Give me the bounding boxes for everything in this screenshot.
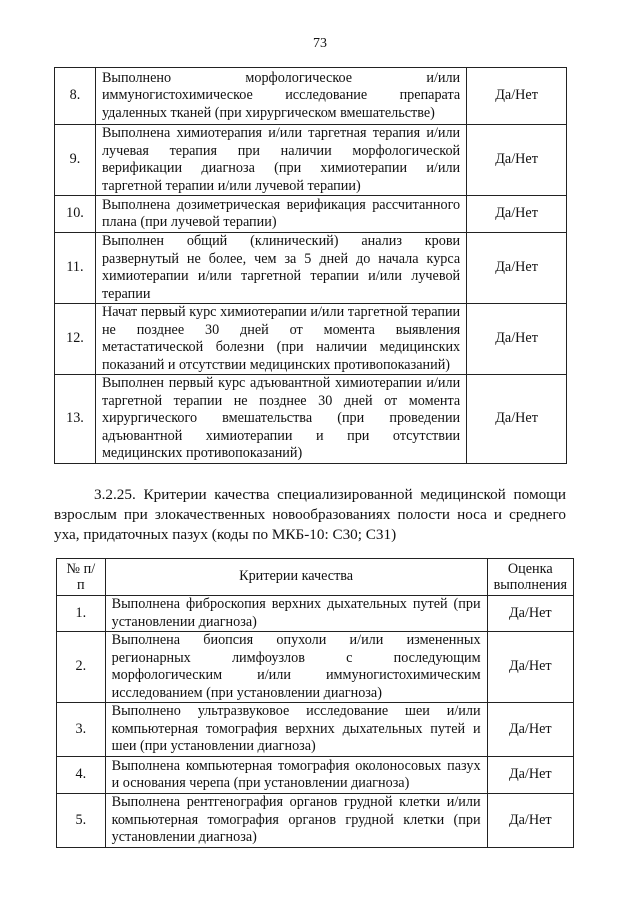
table-row [57, 632, 574, 703]
assessment-value: Да/Нет [467, 196, 567, 233]
row-number: 9. [55, 125, 96, 196]
row-number: 4. [57, 757, 106, 794]
column-header-criteria: Критерии качества [105, 559, 487, 596]
column-header-number: № п/п [57, 559, 106, 596]
row-number: 8. [55, 68, 96, 125]
table-row [57, 757, 574, 794]
table-row [55, 196, 567, 233]
assessment-value: Да/Нет [467, 125, 567, 196]
table-row [55, 304, 567, 375]
row-number: 3. [57, 703, 106, 757]
criterion-text: Выполнена фиброскопия верхних дыхательных путей (при установлении диагноза) [105, 596, 487, 632]
row-number: 11. [55, 233, 96, 304]
assessment-value: Да/Нет [487, 794, 573, 848]
row-number: 2. [57, 632, 106, 703]
criterion-text: Выполнена рентгенография органов грудной клетки и/или компьютерная томография органов грудной клетки (при установлении диагноза) [105, 794, 487, 848]
quality-criteria-table-continued [54, 67, 567, 464]
criterion-text: Выполнено ультразвуковое исследование шеи и/или компьютерная томография верхних дыхательных путей и шеи (при установлении диагноза) [105, 703, 487, 757]
assessment-value: Да/Нет [487, 632, 573, 703]
assessment-value: Да/Нет [487, 596, 573, 632]
table-row [57, 794, 574, 848]
table-header-row [57, 559, 574, 596]
column-header-assessment: Оценка выполнения [487, 559, 573, 596]
criterion-text: Выполнена биопсия опухоли и/или измененных регионарных лимфоузлов с последующим морфологическим и/или иммуногистохимическим исследованием (при установлении диагноза) [105, 632, 487, 703]
table-row [55, 375, 567, 464]
table-row [55, 125, 567, 196]
row-number: 10. [55, 196, 96, 233]
assessment-value: Да/Нет [467, 304, 567, 375]
table-row [55, 233, 567, 304]
page-number: 73 [313, 36, 327, 51]
row-number: 12. [55, 304, 96, 375]
quality-criteria-table [56, 558, 574, 848]
row-number: 13. [55, 375, 96, 464]
table-row [57, 703, 574, 757]
table-row [55, 68, 567, 125]
assessment-value: Да/Нет [467, 375, 567, 464]
row-number: 5. [57, 794, 106, 848]
table-row [57, 596, 574, 632]
criterion-text: Выполнено морфологическое и/или иммуногистохимическое исследование препарата удаленных тканей (при хирургическом вмешательстве) [95, 68, 466, 125]
criterion-text: Выполнен первый курс адъювантной химиотерапии и/или таргетной терапии не позднее 30 дней от момента хирургического вмешательства (при проведении адъювантной химиотерапии и при отсутствии медицинских противопоказаний) [95, 375, 466, 464]
criterion-text: Начат первый курс химиотерапии и/или таргетной терапии не позднее 30 дней от момента выявления метастатической болезни (при наличии медицинских показаний и отсутствии медицинских противопоказаний) [95, 304, 466, 375]
criterion-text: Выполнена компьютерная томография околоносовых пазух и основания черепа (при установлении диагноза) [105, 757, 487, 794]
criterion-text: Выполнен общий (клинический) анализ крови развернутый не более, чем за 5 дней до начала курса химиотерапии и/или таргетной терапии и/или лучевой терапии [95, 233, 466, 304]
section-heading: 3.2.25. Критерии качества специализированной медицинской помощи взрослым при злокачественных новообразованиях полости носа и среднего уха, придаточных пазух (коды по МКБ-10: С30; С31) [54, 486, 566, 543]
assessment-value: Да/Нет [467, 233, 567, 304]
assessment-value: Да/Нет [467, 68, 567, 125]
criterion-text: Выполнена дозиметрическая верификация рассчитанного плана (при лучевой терапии) [95, 196, 466, 233]
criterion-text: Выполнена химиотерапия и/или таргетная терапия и/или лучевая терапия при наличии морфологической верификации диагноза (при химиотерапии и/или таргетной терапии и/или лучевой терапии) [95, 125, 466, 196]
assessment-value: Да/Нет [487, 703, 573, 757]
assessment-value: Да/Нет [487, 757, 573, 794]
row-number: 1. [57, 596, 106, 632]
